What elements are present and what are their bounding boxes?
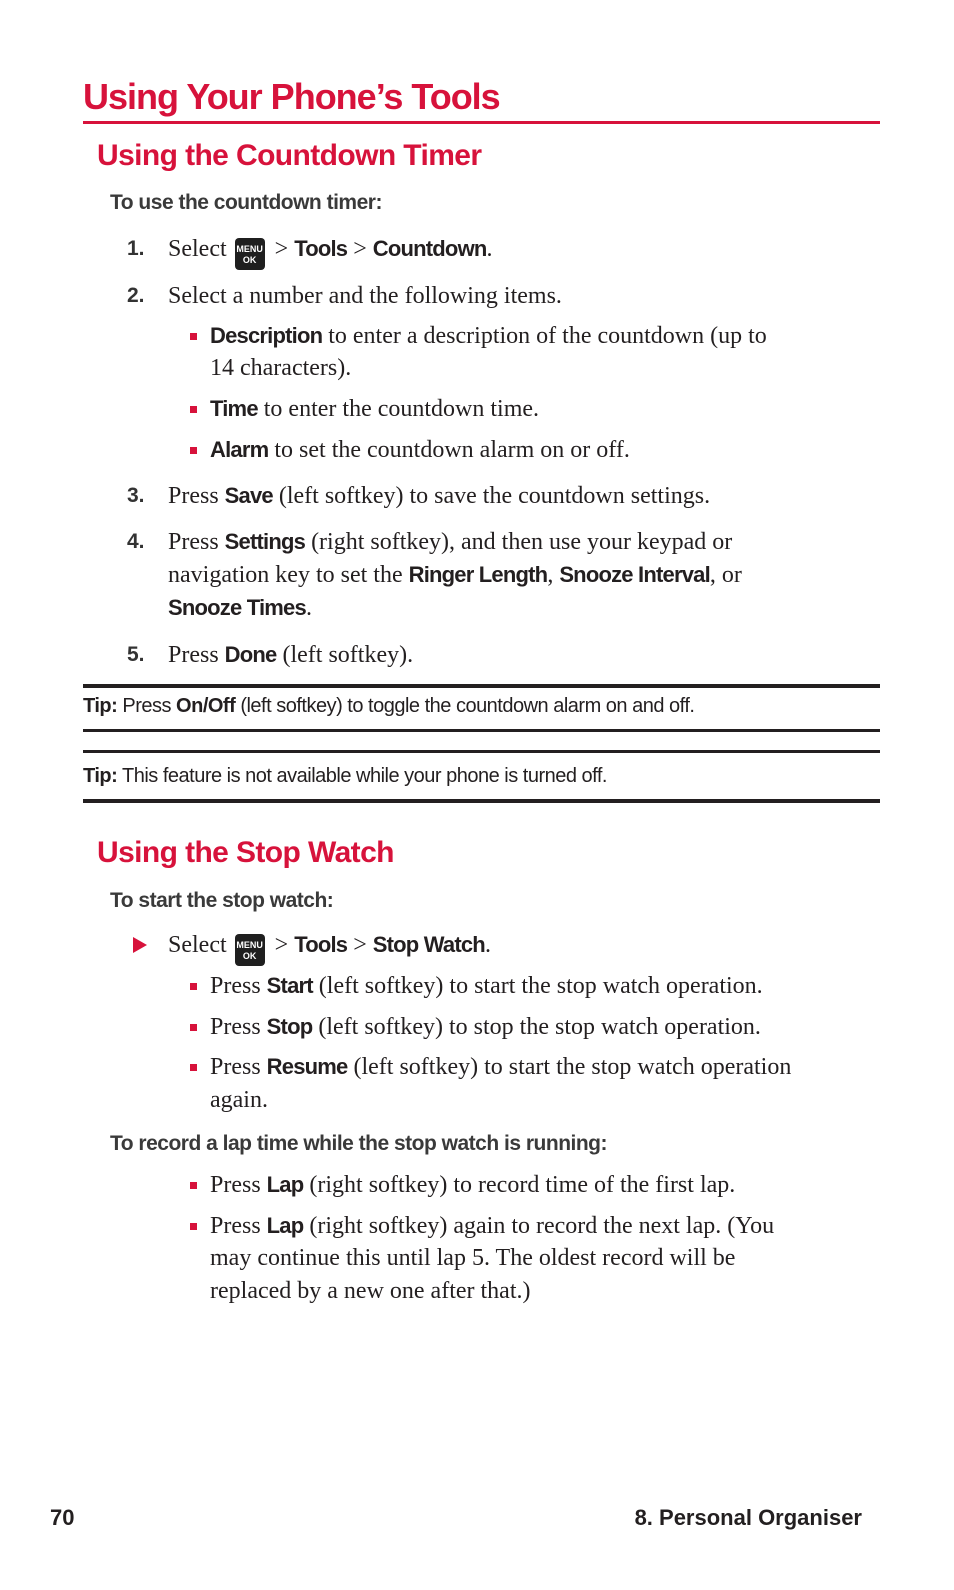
footer-section: 8. Personal Organiser <box>634 1505 862 1530</box>
lap-intro: To record a lap time while the stop watch is running: <box>110 1132 608 1155</box>
bullet-square-icon <box>190 333 197 340</box>
stopwatch-intro: To start the stop watch: <box>110 889 334 912</box>
tip-2: Tip: This feature is not available while your phone is turned off. <box>83 765 607 787</box>
title-rule <box>83 121 880 124</box>
countdown-intro: To use the countdown timer: <box>110 191 382 214</box>
tip-rule-bottom <box>83 799 880 803</box>
item-lap-1: Press Lap (right softkey) to record time of the first lap. <box>210 1172 736 1198</box>
step-number: 3. <box>127 484 145 507</box>
step-4-cont: navigation key to set the Ringer Length, Snooze Interval, or <box>168 562 742 588</box>
item-resume-cont: again. <box>210 1087 268 1113</box>
bullet-square-icon <box>190 1064 197 1071</box>
step-number: 2. <box>127 284 145 307</box>
bullet-square-icon <box>190 406 197 413</box>
step-1: Select MENU OK > Tools > Countdown. <box>168 234 493 270</box>
item-lap-2: Press Lap (right softkey) again to record the next lap. (You <box>210 1213 775 1239</box>
bullet-square-icon <box>190 1223 197 1230</box>
tip-rule-top <box>83 684 880 688</box>
step-5: Press Done (left softkey). <box>168 642 414 668</box>
step-number: 5. <box>127 643 145 666</box>
item-description-cont: 14 characters). <box>210 355 352 381</box>
tip-rule-top <box>83 750 880 753</box>
bullet-square-icon <box>190 1182 197 1189</box>
bullet-square-icon <box>190 1024 197 1031</box>
menu-ok-key-icon: MENU OK <box>235 934 265 966</box>
stopwatch-heading: Using the Stop Watch <box>97 836 394 869</box>
tip-rule-bottom <box>83 729 880 732</box>
menu-ok-key-icon: MENU OK <box>235 238 265 270</box>
item-time: Time to enter the countdown time. <box>210 396 540 422</box>
bullet-square-icon <box>190 983 197 990</box>
page-number: 70 <box>50 1505 75 1530</box>
step-3: Press Save (left softkey) to save the countdown settings. <box>168 483 711 509</box>
item-stop: Press Stop (left softkey) to stop the stop watch operation. <box>210 1014 761 1040</box>
step-number: 1. <box>127 237 145 260</box>
step-4: Press Settings (right softkey), and then use your keypad or <box>168 529 733 555</box>
item-lap-2-cont: may continue this until lap 5. The oldest record will be <box>210 1245 736 1271</box>
countdown-heading: Using the Countdown Timer <box>97 139 482 172</box>
item-start: Press Start (left softkey) to start the stop watch operation. <box>210 973 763 999</box>
bullet-square-icon <box>190 447 197 454</box>
step-2: Select a number and the following items. <box>168 283 562 309</box>
step-4-cont2: Snooze Times. <box>168 595 312 621</box>
arrow-bullet-icon <box>133 937 147 953</box>
page-title: Using Your Phone’s Tools <box>83 76 500 117</box>
step-number: 4. <box>127 530 145 553</box>
item-lap-2-cont2: replaced by a new one after that.) <box>210 1278 531 1304</box>
item-resume: Press Resume (left softkey) to start the stop watch operation <box>210 1054 792 1080</box>
tip-1: Tip: Press On/Off (left softkey) to toggle the countdown alarm on and off. <box>83 695 695 717</box>
item-description: Description to enter a description of the countdown (up to <box>210 323 767 349</box>
stopwatch-select: Select MENU OK > Tools > Stop Watch. <box>168 930 491 966</box>
item-alarm: Alarm to set the countdown alarm on or off. <box>210 437 630 463</box>
